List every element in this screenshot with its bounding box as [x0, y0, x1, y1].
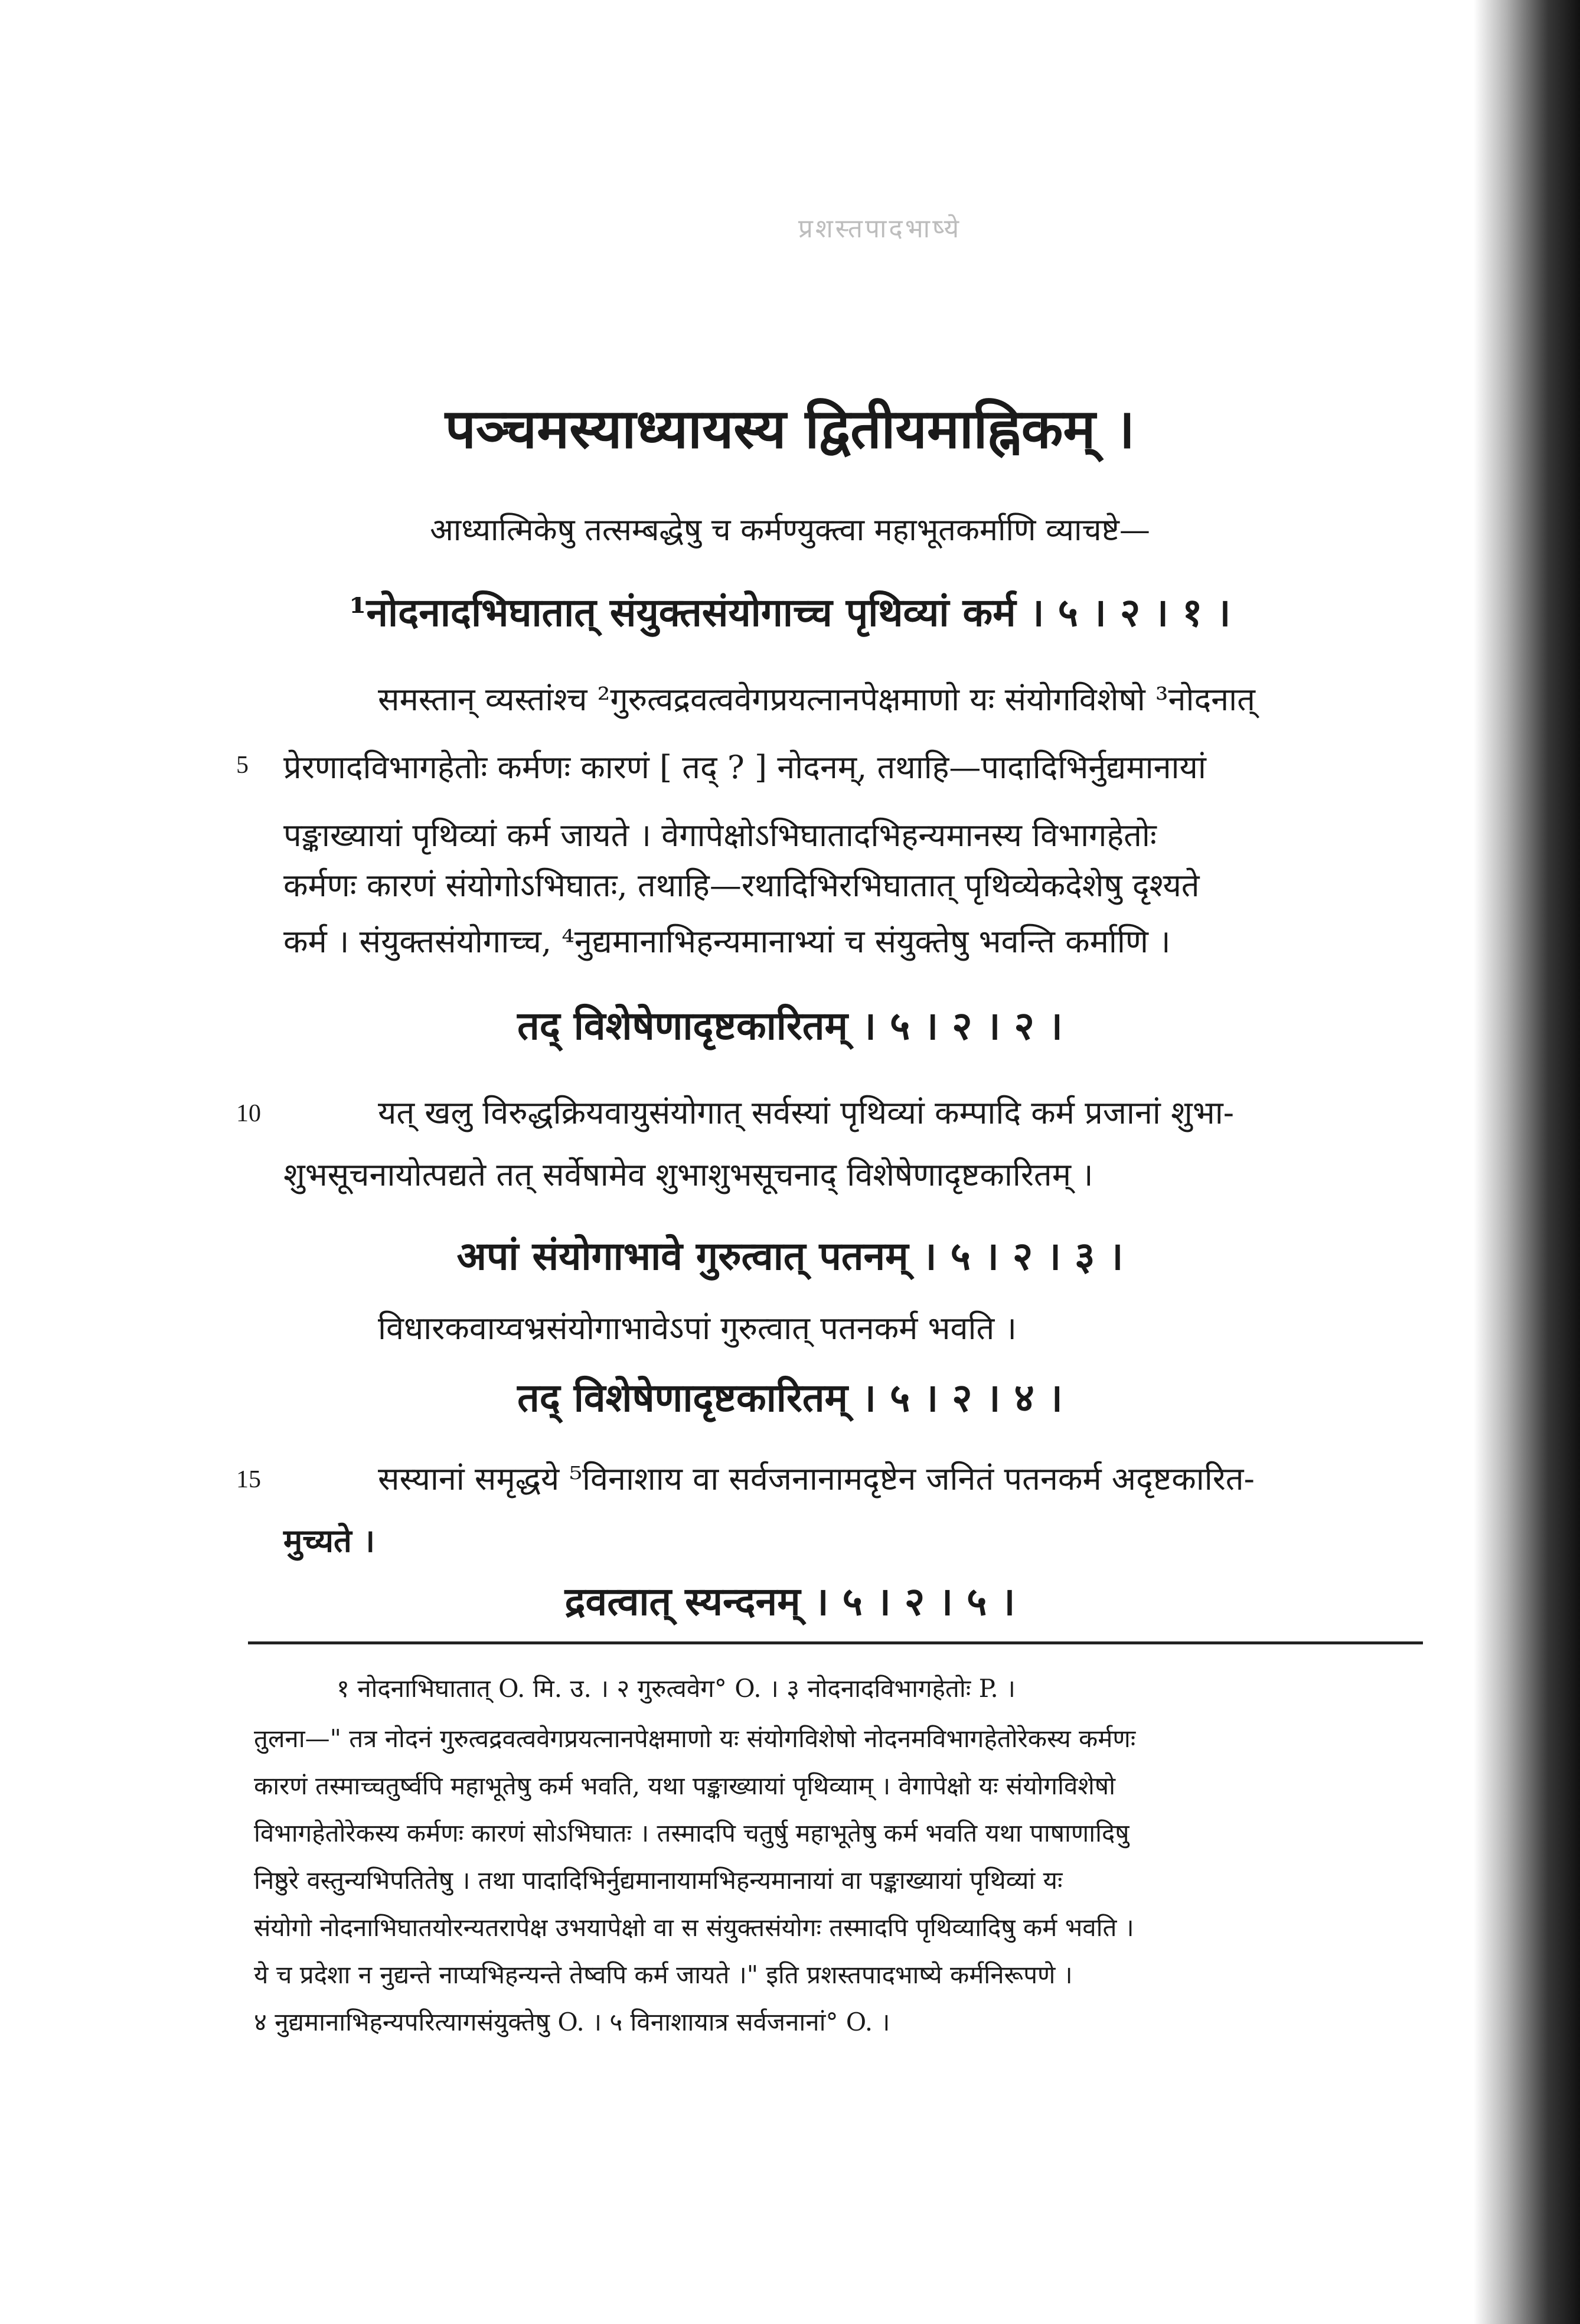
footnote-divider: [248, 1641, 1423, 1644]
intro-line: आध्यात्मिकेषु तत्सम्बद्धेषु च कर्मण्युक्त्वा महाभूतकर्माणि व्याचष्टे—: [430, 513, 1150, 548]
page-edge-shadow: [1474, 0, 1580, 2324]
sutra-2: तद् विशेषेणादृष्टकारितम् । ५ । २ । २ ।: [517, 1003, 1063, 1049]
para2-line-2: शुभसूचनायोत्पद्यते तत् सर्वेषामेव शुभाशुभसूचनाद् विशेषेणादृष्टकारितम् ।: [283, 1156, 1093, 1193]
footnote-line-4: विभागहेतोरेकस्य कर्मणः कारणं सोऽभिघातः । तस्मादपि चतुर्षु महाभूतेषु कर्म भवति यथा पाषाणादिषु: [254, 1819, 1129, 1848]
sutra-3: अपां संयोगाभावे गुरुत्वात् पतनम् । ५ । २ । ३ ।: [456, 1233, 1124, 1279]
footnote-line-5: निष्ठुरे वस्तुन्यभिपतितेषु । तथा पादादिभिर्नुद्यमानायामभिहन्यमानायां वा पङ्काख्यायां पृथिव्यां यः: [254, 1866, 1063, 1895]
para4-line-1: सस्यानां समृद्धये ⁵विनाशाय वा सर्वजनानामदृष्टेन जनितं पतनकर्म अदृष्टकारित-: [378, 1460, 1255, 1497]
para3-line: विधारकवाय्वभ्रसंयोगाभावेऽपां गुरुत्वात् पतनकर्म भवति ।: [378, 1310, 1017, 1347]
footnote-line-7: ये च प्रदेशा न नुद्यन्ते नाप्यभिहन्यन्ते तेष्वपि कर्म जायते ।" इति प्रशस्तपादभाष्ये कर्मनिरूपणे ।: [254, 1960, 1073, 1989]
chapter-title: पञ्चमस्याध्यायस्य द्वितीयमाह्निकम् ।: [445, 397, 1135, 461]
para1-line-5: कर्म । संयुक्तसंयोगाच्च, ⁴नुद्यमानाभिहन्यमानाभ्यां च संयुक्तेषु भवन्ति कर्माणि ।: [283, 923, 1171, 960]
sutra-1: ¹नोदनादभिघातात् संयुक्तसंयोगाच्च पृथिव्यां कर्म । ५ । २ । १ ।: [349, 589, 1231, 635]
footnote-line-2: तुलना—" तत्र नोदनं गुरुत्वद्रवत्ववेगप्रयत्नानपेक्षमाणो यः संयोगविशेषो नोदनमविभागहेतोरेकस्य कर्मणः: [254, 1724, 1136, 1753]
para1-line-1: समस्तान् व्यस्तांश्च ²गुरुत्वद्रवत्ववेगप्रयत्नानपेक्षमाणो यः संयोगविशेषो ³नोदनात्: [378, 681, 1255, 718]
para4-line-2: मुच्यते ।: [283, 1522, 376, 1559]
running-header: प्रशस्तपादभाष्ये: [798, 214, 962, 244]
para2-line-1: यत् खलु विरुद्धक्रियवायुसंयोगात् सर्वस्यां पृथिव्यां कम्पादि कर्म प्रजानां शुभा-: [378, 1094, 1234, 1131]
line-number-10: 10: [236, 1100, 261, 1127]
para1-line-3: पङ्काख्यायां पृथिव्यां कर्म जायते । वेगापेक्षोऽभिघातादभिहन्यमानस्य विभागहेतोः: [283, 817, 1157, 854]
sutra-4: तद् विशेषेणादृष्टकारितम् । ५ । २ । ४ ।: [517, 1375, 1063, 1421]
para1-line-2: प्रेरणादविभागहेतोः कर्मणः कारणं [ तद् ? ] नोदनम्, तथाहि—पादादिभिर्नुद्यमानायां: [283, 749, 1206, 786]
footnote-line-3: कारणं तस्माच्चतुर्ष्वपि महाभूतेषु कर्म भवति, यथा पङ्काख्यायां पृथिव्याम् । वेगापेक्षो यः संयोगविशेषो: [254, 1771, 1116, 1800]
footnote-line-8: ४ नुद्यमानाभिहन्यपरित्यागसंयुक्तेषु O. । ५ विनाशायात्र सर्वजनानां° O. ।: [254, 2008, 890, 2036]
line-number-5: 5: [236, 752, 249, 779]
footnote-line-1: १ नोदनाभिघातात् O. मि. उ. । २ गुरुत्ववेग° O. । ३ नोदनादविभागहेतोः P. ।: [337, 1674, 1016, 1703]
footnote-line-6: संयोगो नोदनाभिघातयोरन्यतरापेक्ष उभयापेक्षो वा स संयुक्तसंयोगः तस्मादपि पृथिव्यादिषु कर्म भवति ।: [254, 1913, 1134, 1942]
line-number-15: 15: [236, 1466, 261, 1493]
sutra-5: द्रवत्वात् स्यन्दनम् । ५ । २ । ५ ।: [564, 1578, 1016, 1624]
para1-line-4: कर्मणः कारणं संयोगोऽभिघातः, तथाहि—रथादिभिरभिघातात् पृथिव्येकदेशेषु दृश्यते: [283, 867, 1200, 904]
